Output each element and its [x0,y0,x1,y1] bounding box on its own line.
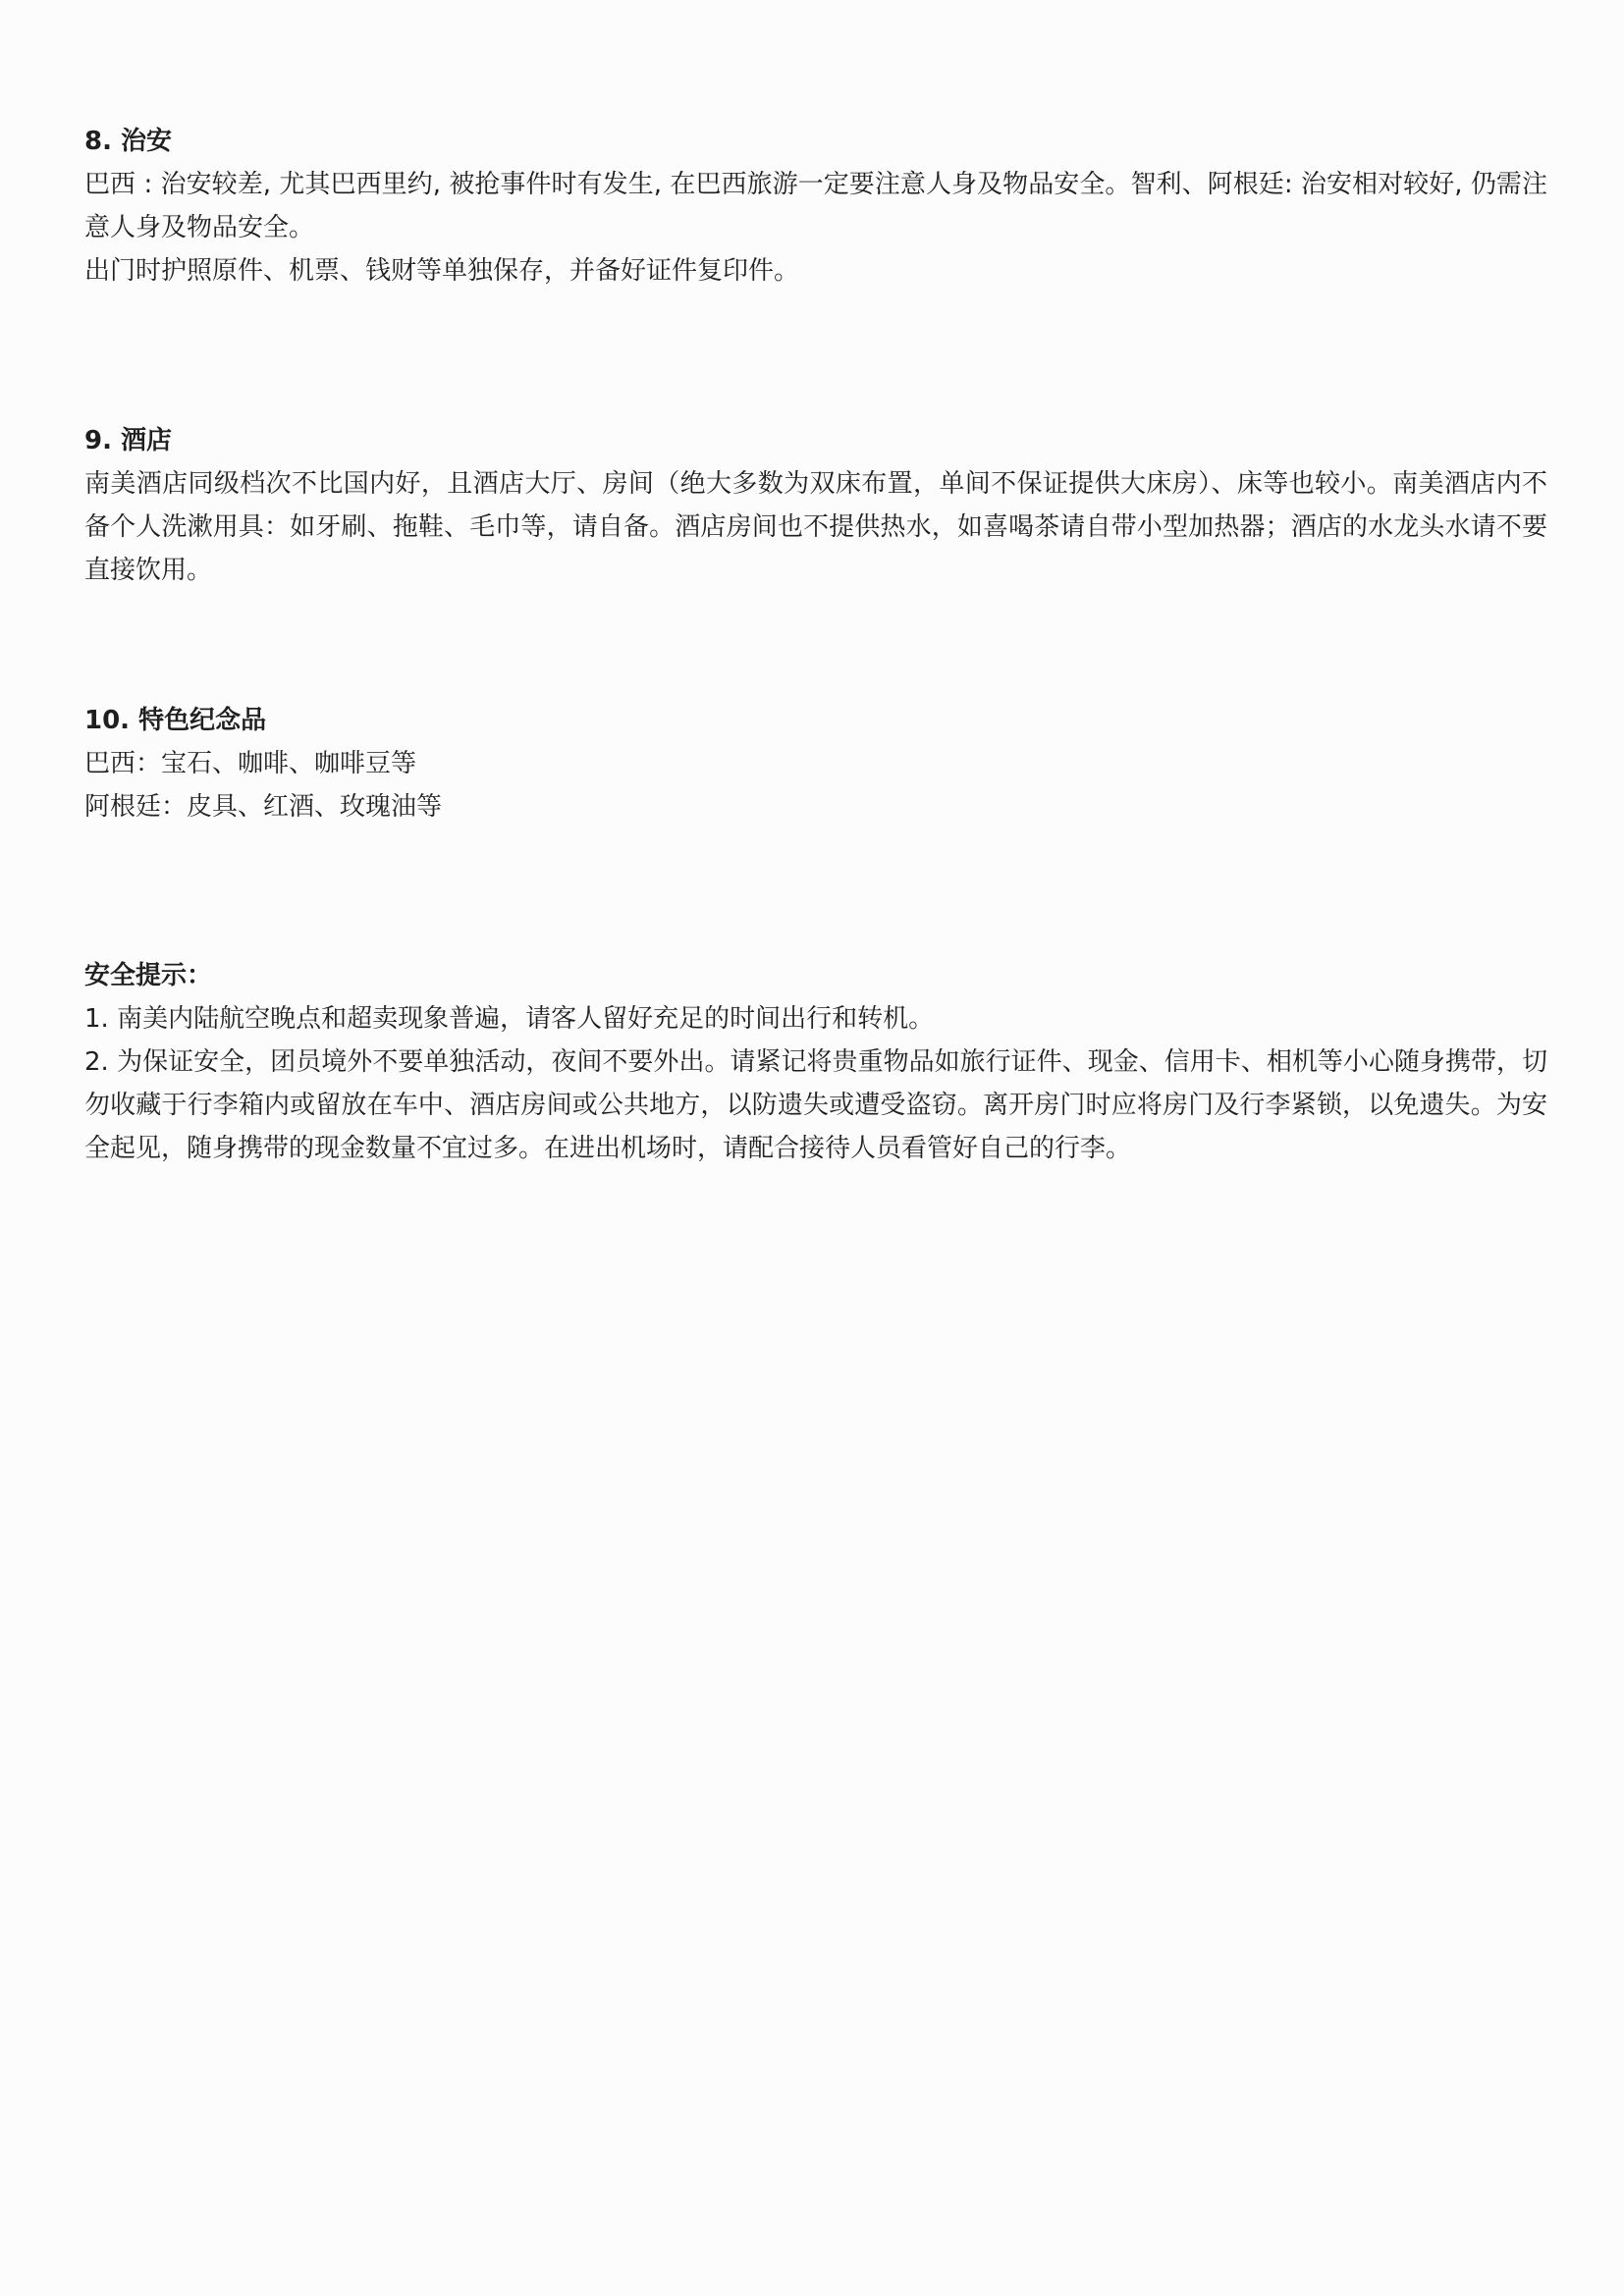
section-heading: 9. 酒店 [84,426,173,455]
section-paragraph: 巴西 : 治安较差, 尤其巴西里约, 被抢事件时有发生, 在巴西旅游一定要注意人身及物品安全。智利、阿根廷: 治安相对较好, 仍需注意人身及物品安全。 [84,170,1547,242]
section-hotel [84,419,1547,592]
section-heading: 安全提示： [84,961,213,990]
section-paragraph: 2. 为保证安全，团员境外不要单独活动，夜间不要外出。请紧记将贵重物品如旅行证件、现金、信用卡、相机等小心随身携带，切勿收藏于行李箱内或留放在车中、酒店房间或公共地方，以防遗失或遭受盗窃。离开房门时应将房门及行李紧锁，以免遗失。为安全起见，随身携带的现金数量不宜过多。在进出机场时，请配合接待人员看管好自己的行李。 [84,1047,1547,1163]
section-heading: 10. 特色纪念品 [84,706,267,735]
section-paragraph: 出门时护照原件、机票、钱财等单独保存，并备好证件复印件。 [84,256,800,286]
section-safety-tips [84,954,1547,1170]
section-heading: 8. 治安 [84,127,173,156]
section-security [84,120,1547,293]
section-paragraph: 阿根廷：皮具、红酒、玫瑰油等 [84,792,443,822]
section-paragraph: 南美酒店同级档次不比国内好，且酒店大厅、房间（绝大多数为双床布置，单间不保证提供大床房）、床等也较小。南美酒店内不备个人洗漱用具：如牙刷、拖鞋、毛巾等，请自备。酒店房间也不提供热水，如喜喝茶请自带小型加热器；酒店的水龙头水请不要直接饮用。 [84,469,1547,585]
section-paragraph: 巴西：宝石、咖啡、咖啡豆等 [84,749,417,778]
section-souvenirs [84,699,1547,828]
section-paragraph: 1. 南美内陆航空晚点和超卖现象普遍，请客人留好充足的时间出行和转机。 [84,1004,935,1034]
